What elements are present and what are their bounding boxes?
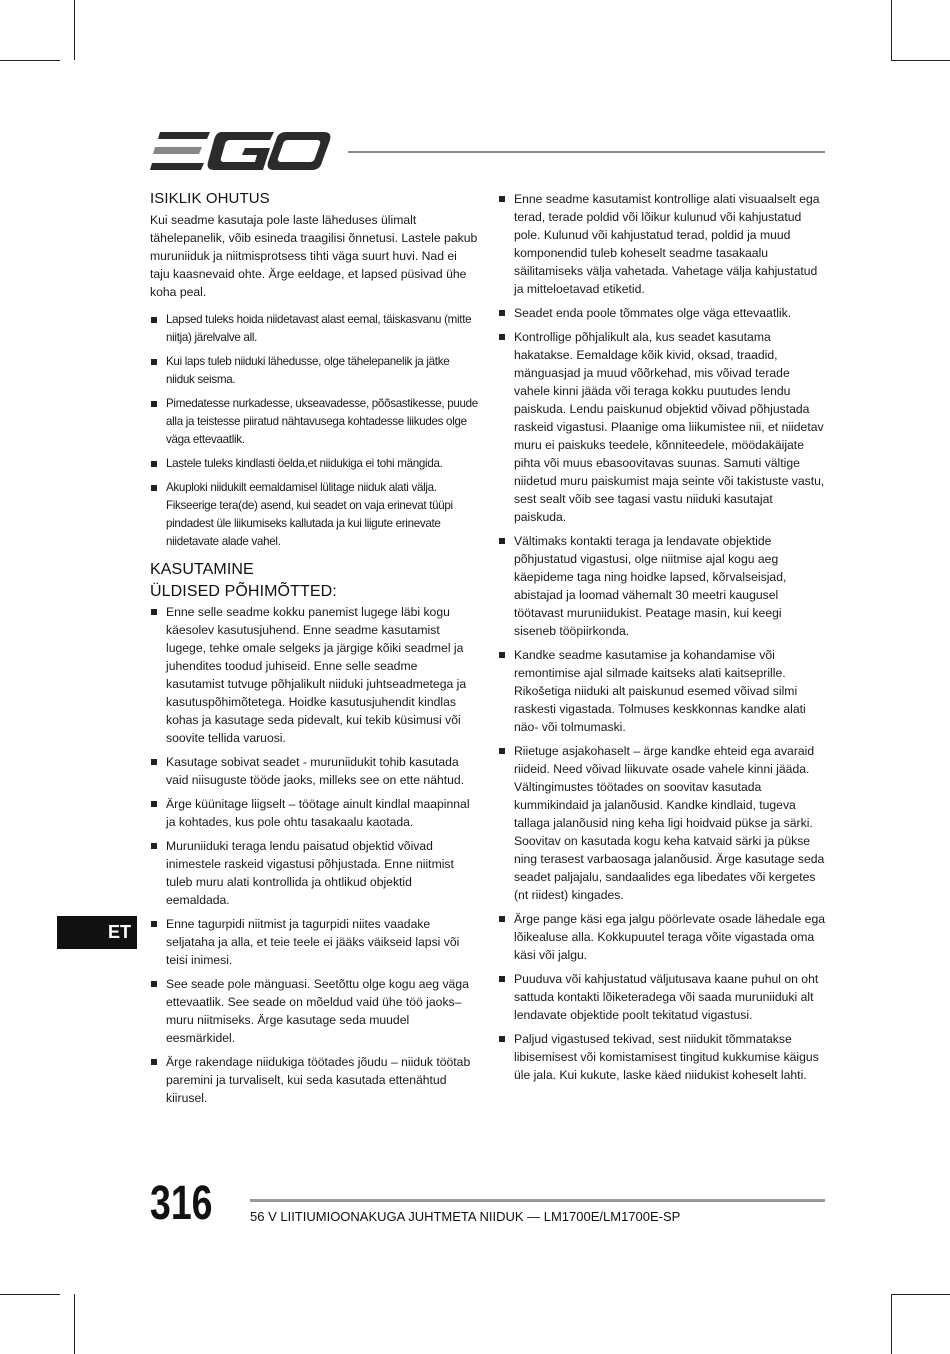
crop-mark: [891, 0, 892, 60]
list-item: Riietuge asjakohaselt – ärge kandke ehteid ega avaraid riideid. Need võivad liikuvate osade vahele kinni jääda. Vältingimustes töötades on soovitav kasutada kummikindaid ja jalanõusid. Kandke kindlaid, tugeva tallaga jalanõusid ning keha ligi hoidvaid pükse ja särki. Soovitav on kasutada kogu keha katvaid särki ja pükse ning terasest varbaosaga jalanõusid. Ärge kasutage seda seadet paljajalu, sandaalides ega libedates või kergetes (nt riidest) kingades.: [498, 742, 826, 904]
bullet-icon: [499, 310, 505, 316]
footer-title: 56 V LIITIUMIOONAKUGA JUHTMETA NIIDUK — LM1700E/LM1700E-SP: [250, 1209, 681, 1224]
bullet-icon: [499, 916, 505, 922]
list-item: Pimedatesse nurkadesse, ukseavadesse, põõsastikesse, puude alla ja teistesse piiratud nähtavusega kohtadesse liikudes olge väga ettevaatlik.: [150, 395, 478, 449]
bullet-icon: [151, 359, 157, 365]
left-column: [150, 190, 478, 1113]
list-item: Puuduva või kahjustatud väljutusava kaane puhul on oht sattuda kontakti lõiketeradega või saada muruniiduki alt lendavate objektide poolt tekitatud vigastusi.: [498, 970, 826, 1024]
list-item: Lapsed tuleks hoida niidetavast alast eemal, täiskasvanu (mitte niitja) järelvalve all.: [150, 311, 478, 347]
personal-safety-list: [150, 311, 478, 551]
list-item: See seade pole mänguasi. Seetõttu olge kogu aeg väga ettevaatlik. See seade on mõeldud vaid ühe töö jaoks–muru niitmiseks. Ärge kasutage seda muudel eesmärkidel.: [150, 975, 478, 1047]
footer-rule: [250, 1199, 825, 1202]
bullet-icon: [499, 538, 505, 544]
bullet-icon: [151, 981, 157, 987]
crop-mark: [74, 0, 75, 60]
section-title-general-principles: ÜLDISED PÕHIMÕTTED:: [150, 583, 337, 600]
list-item: Ärge rakendage niidukiga töötades jõudu – niiduk töötab paremini ja turvaliselt, kui seda kasutada ettenähtud kiirusel.: [150, 1053, 478, 1107]
list-item: Enne tagurpidi niitmist ja tagurpidi niites vaadake seljataha ja alla, et teie teele ei jääks väikseid lapsi või teisi inimesi.: [150, 915, 478, 969]
list-item: Kui laps tuleb niiduki lähedusse, olge tähelepanelik ja jätke niiduk seisma.: [150, 353, 478, 389]
list-item: Vältimaks kontakti teraga ja lendavate objektide põhjustatud vigastusi, olge niitmise ajal kogu aeg käepideme taga ning hoidke lapsed, kõrvalseisjad, abistajad ja loomad vähemalt 30 meetri kaugusel töötavast muruniidukist. Peatage masin, kui keegi siseneb tööpiirkonda.: [498, 532, 826, 640]
list-item: Muruniiduki teraga lendu paisatud objektid võivad inimestele raskeid vigastusi põhjustada. Enne niitmist tuleb muru alati kontrollida ja ohtlikud objektid eemaldada.: [150, 837, 478, 909]
bullet-icon: [151, 921, 157, 927]
bullet-icon: [499, 334, 505, 340]
list-item: Akuploki niidukilt eemaldamisel lülitage niiduk alati välja. Fikseerige tera(de) asend, kui seadet on vaja erinevat tüüpi pindadest üle liikumiseks kallutada ja kui liigute erinevate niidetavate alade vahel.: [150, 479, 478, 551]
crop-mark: [891, 1294, 950, 1295]
list-item: Ärge pange käsi ega jalgu pöörlevate osade lähedale ega lõikealuse alla. Kokkupuutel teraga võite vigastada oma käsi või jalgu.: [498, 910, 826, 964]
general-principles-list: [150, 603, 478, 1107]
page-number: 316: [150, 1177, 213, 1230]
ego-logo: [150, 130, 332, 172]
bullet-icon: [151, 461, 157, 467]
bullet-icon: [151, 401, 157, 407]
bullet-icon: [151, 759, 157, 765]
list-item: Seadet enda poole tõmmates olge väga ettevaatlik.: [498, 304, 826, 322]
list-item: Enne seadme kasutamist kontrollige alati visuaalselt ega terad, terade poldid või lõikur kulunud või kahjustatud pole. Kulunud või kahjustatud terad, poldid ja muud komponendid tuleb koheselt seadme tasakaalu säilitamiseks välja vahetada. Vahetage välja kahjustatud ja mitteloetavad etiketid.: [498, 190, 826, 298]
list-item: Kandke seadme kasutamise ja kohandamise või remontimise ajal silmade kaitseks alati kaitseprille. Rikošetiga niiduki alt paiskunud esemed võivad silmi raskesti vigastada. Tolmuses keskkonnas kandke alati näo- või tolmumaski.: [498, 646, 826, 736]
bullet-icon: [499, 1036, 505, 1042]
crop-mark: [891, 60, 950, 61]
bullet-icon: [151, 843, 157, 849]
list-item: Kasutage sobivat seadet - muruniidukit tohib kasutada vaid niisuguste tööde jaoks, milleks see on ette nähtud.: [150, 753, 478, 789]
bullet-icon: [151, 1059, 157, 1065]
section-title-operation: KASUTAMINE: [150, 561, 254, 578]
section-title-personal-safety: ISIKLIK OHUTUS: [150, 190, 270, 207]
bullet-icon: [151, 317, 157, 323]
list-item: Kontrollige põhjalikult ala, kus seadet kasutama hakatakse. Eemaldage kõik kivid, oksad, traadid, mänguasjad ja muud võõrkehad, mis võivad terade vahele kinni jääda või teraga kokku puutudes lendu paiskuda. Lendu paiskunud objektid võivad põhjustada raskeid vigastusi. Plaanige oma liikumistee nii, et niidetav muru ei paiskuks teedele, kõnniteedele, möödakäijate pihta või muus ebasoovitavas suunas. Samuti vältige niidetud muru paiskumist maja seinte või takistuste vastu, sest sealt võib see tagasi vastu niiduki kasutajat paiskuda.: [498, 328, 826, 526]
right-safety-list: [498, 190, 826, 1084]
list-item: Lastele tuleks kindlasti öelda,et niidukiga ei tohi mängida.: [150, 455, 478, 473]
header-rule: [348, 151, 825, 153]
list-item: Paljud vigastused tekivad, sest niidukit tõmmatakse libisemisest või komistamisest tingitud kukkumise käigus üle jala. Kui kukute, laske käed niidukist koheselt lahti.: [498, 1030, 826, 1084]
crop-mark: [0, 1294, 60, 1295]
bullet-icon: [499, 748, 505, 754]
list-item: Ärge küünitage liigselt – töötage ainult kindlal maapinnal ja kohtades, kus pole ohtu tasakaalu kaotada.: [150, 795, 478, 831]
bullet-icon: [499, 652, 505, 658]
crop-mark: [74, 1294, 75, 1354]
bullet-icon: [151, 485, 157, 491]
crop-mark: [891, 1294, 892, 1354]
section-intro: Kui seadme kasutaja pole laste läheduses ülimalt tähelepanelik, võib esineda traagilisi õnnetusi. Lastele pakub muruniiduk ja niitmisprotsess tihti väga suurt huvi. Nad ei taju kaasnevaid ohte. Ärge eeldage, et lapsed püsivad ühe koha peal.: [150, 213, 478, 299]
bullet-icon: [499, 196, 505, 202]
language-tab: ET: [57, 916, 137, 949]
right-column: [498, 190, 826, 1090]
crop-mark: [0, 60, 60, 61]
list-item: Enne selle seadme kokku panemist lugege läbi kogu käesolev kasutusjuhend. Enne seadme kasutamist lugege, tehke omale selgeks ja järgige kõiki seadmel ja juhendites toodud juhiseid. Enne selle seadme kasutamist tutvuge põhjalikult niiduki juhtseadmetega ja kasutuspõhimõtetega. Hoidke kasutusjuhendit kindlas kohas ja kasutage seda pidevalt, kui tekib küsimusi või soovite tellida varuosi.: [150, 603, 478, 747]
bullet-icon: [499, 976, 505, 982]
bullet-icon: [151, 801, 157, 807]
bullet-icon: [151, 609, 157, 615]
